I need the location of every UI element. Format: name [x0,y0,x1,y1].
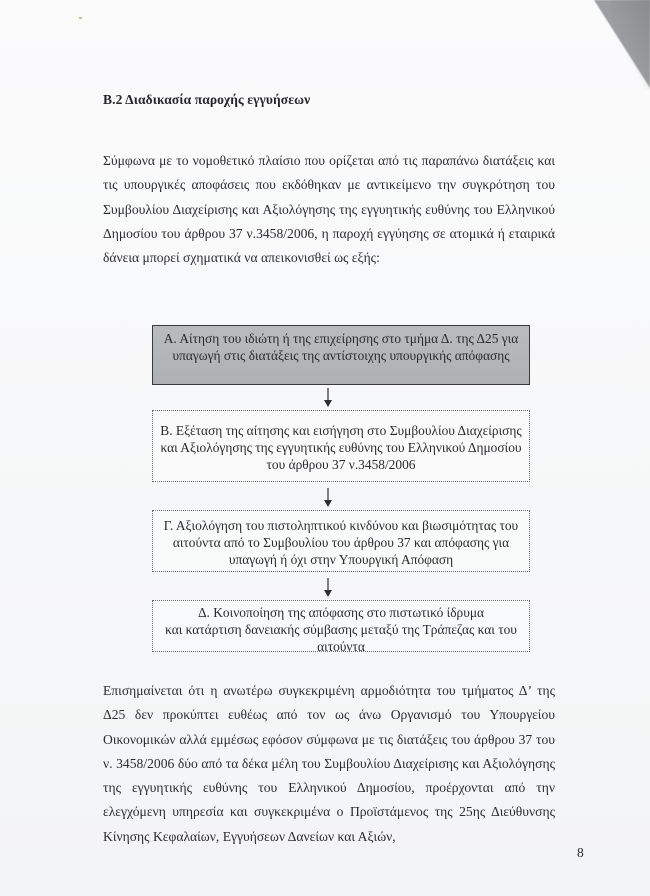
section-heading: Β.2 Διαδικασία παροχής εγγυήσεων [103,92,311,107]
step-c-line-3: υπαγωγή ή όχι στην Υπουργική Απόφαση [228,552,454,567]
step-b-line-2: και Αξιολόγησης της εγγυητικής ευθύνης του Ελληνικού Δημοσίου [160,440,522,455]
step-d-line-3: αιτούντα [317,639,365,654]
scan-speck [79,17,82,19]
flowchart-step-c [152,510,530,572]
step-d-line-1: Δ. Κοινοποίηση της απόφασης στο πιστωτικό ίδρυμα [197,605,485,620]
step-a-line-2: υπαγωγή στις διατάξεις της αντίστοιχης υπουργικής απόφασης [172,348,510,363]
step-c-line-1: Γ. Αξιολόγηση του πιστοληπτικού κινδύνου και βιωσιμότητας του [163,518,519,533]
page-curl-corner [594,0,650,88]
down-arrow-icon [322,488,334,508]
closing-paragraph: Επισημαίνεται ότι η ανωτέρω συγκεκριμένη αρμοδιότητα του τμήματος Δ’ της Δ25 δεν προκύπτει ευθέως από τον ως άνω Οργανισμό του Υπουργείου Οικονομικών αλλά εμμέσως εφόσον σύμφωνα με τις διατάξεις του άρθρου 37 του ν. 3458/2006 δύο από τα δέκα μέλη του Συμβουλίου Διαχείρισης και Αξιολόγησης της εγγυητικής ευθύνης του Ελληνικού Δημοσίου, προέρχονται από την ελεγχόμενη υπηρεσία και συγκεκριμένα ο Προϊστάμενος της 25ης Διεύθυνσης Κίνησης Κεφαλαίων, Εγγυήσεων Δανείων και Αξιών, [103,683,555,844]
down-arrow-icon [322,388,334,408]
flowchart-step-b [152,410,530,482]
page-number: 8 [577,845,584,860]
step-d-line-2: και κατάρτιση δανειακής σύμβασης μεταξύ της Τράπεζας και του [165,622,517,637]
intro-paragraph: Σύμφωνα με το νομοθετικό πλαίσιο που ορίζεται από τις παραπάνω διατάξεις και τις υπουργικές αποφάσεις που εκδόθηκαν με αντικείμενο την συγκρότηση του Συμβουλίου Διαχείρισης και Αξιολόγησης της εγγυητικής ευθύνης του Ελληνικού Δημοσίου του άρθρου 37 ν.3458/2006, η παροχή εγγύησης σε ατομικά ή εταιρικά δάνεια μπορεί σχηματικά να απεικονισθεί ως εξής: [103,153,555,266]
flowchart-step-d [152,600,530,652]
step-c-line-2: αιτούντα από το Συμβουλίου του άρθρου 37 και απόφασης για [172,535,510,550]
step-b-line-1: Β. Εξέταση της αίτησης και εισήγηση στο Συμβουλίου Διαχείρισης [160,423,522,438]
down-arrow-icon [322,578,334,598]
flowchart-step-a [152,325,530,385]
step-a-line-1: Α. Αίτηση του ιδιώτη ή της επιχείρησης στο τμήμα Δ. της Δ25 για [163,331,519,346]
step-b-line-3: του άρθρου 37 ν.3458/2006 [266,457,416,472]
